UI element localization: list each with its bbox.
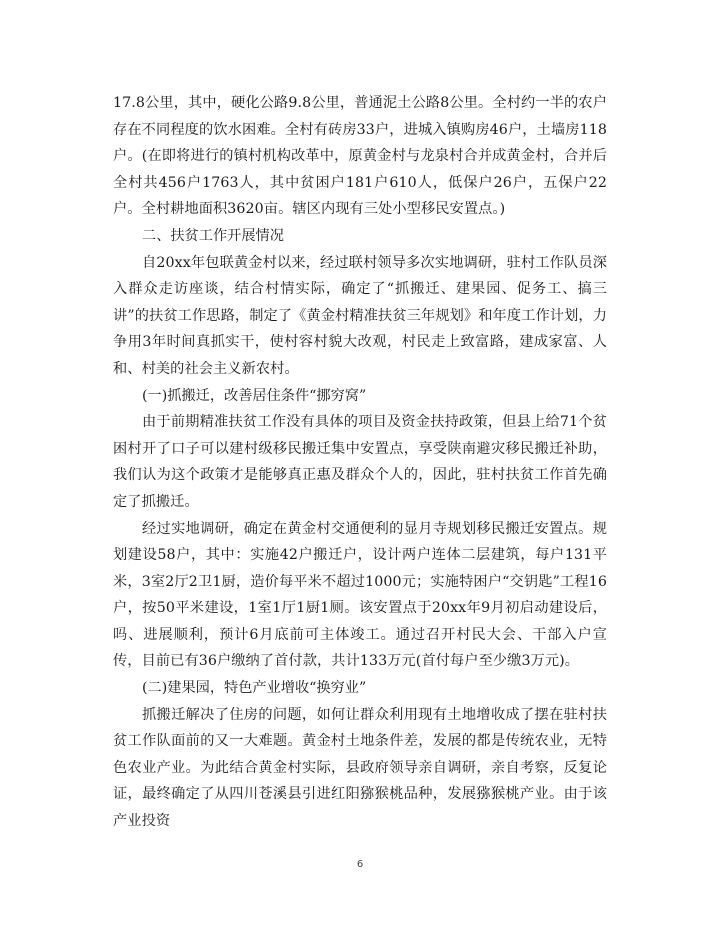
- paragraph-relocation-site: 经过实地调研，确定在黄金村交通便利的显月寺规划移民搬迁安置点。规划建设58户，其中：实施42户搬迁户，设计两户连体二层建筑，每户131平米，3室2厅2卫1厨，造价每平米不超过1000元；实施特困户“交钥匙”工程16户，按50平米建设，1室1厅1厨1厕。该安置点于20xx年9月初启动建设后，吗、进展顺利，预计6月底前可主体竣工。通过召开村民大会、干部入户宣传，目前已有36户缴纳了首付款，共计133万元(首付每户至少缴3万元)。: [113, 520, 607, 670]
- paragraph-village-overview: 17.8公里，其中，硬化公路9.8公里，普通泥土公路8公里。全村约一半的农户存在不同程度的饮水困难。全村有砖房33户，进城入镇购房46户，土墙房118户。(在即将进行的镇村机构改革中，原黄金村与龙泉村合并成黄金村，合并后全村共456户1763人，其中贫困户181户610人，低保户26户，五保户22户。全村耕地面积3620亩。辖区内现有三处小型移民安置点。): [113, 95, 607, 218]
- page-number: 6: [356, 859, 364, 870]
- paragraph-relocation-policy: 由于前期精准扶贫工作没有具体的项目及资金扶持政策，但县上给71个贫困村开了口子可以建村级移民搬迁集中安置点，享受陕南避灾移民搬迁补助，我们认为这个政策才是能够真正惠及群众个人的，因此，驻村扶贫工作首先确定了抓搬迁。: [113, 414, 607, 510]
- subheading-orchard: (二)建果园，特色产业增收“换穷业”: [142, 680, 367, 697]
- paragraph-orchard: 抓搬迁解决了住房的问题，如何让群众利用现有土地增收成了摆在驻村扶贫工作队面前的又一大难题。黄金村土地条件差，发展的都是传统农业，无特色农业产业。为此结合黄金村实际，县政府领导亲自调研，亲自考察，反复论证，最终确定了从四川苍溪县引进红阳猕猴桃品种，发展猕猴桃产业。由于该产业投资: [113, 706, 607, 830]
- paragraph-work-approach: 自20xx年包联黄金村以来，经过联村领导多次实地调研，驻村工作队员深入群众走访座谈，结合村情实际，确定了“抓搬迁、建果园、促务工、搞三讲”的扶贫工作思路，制定了《黄金村精准扶贫三年规划》和年度工作计划，力争用3年时间真抓实干，使村容村貌大改观，村民走上致富路，建成家富、人和、村美的社会主义新农村。: [113, 254, 607, 377]
- subheading-relocation: (一)抓搬迁，改善居住条件“挪穷窝”: [142, 387, 367, 404]
- section-heading-poverty-work: 二、扶贫工作开展情况: [142, 227, 284, 244]
- document-body: [113, 90, 607, 835]
